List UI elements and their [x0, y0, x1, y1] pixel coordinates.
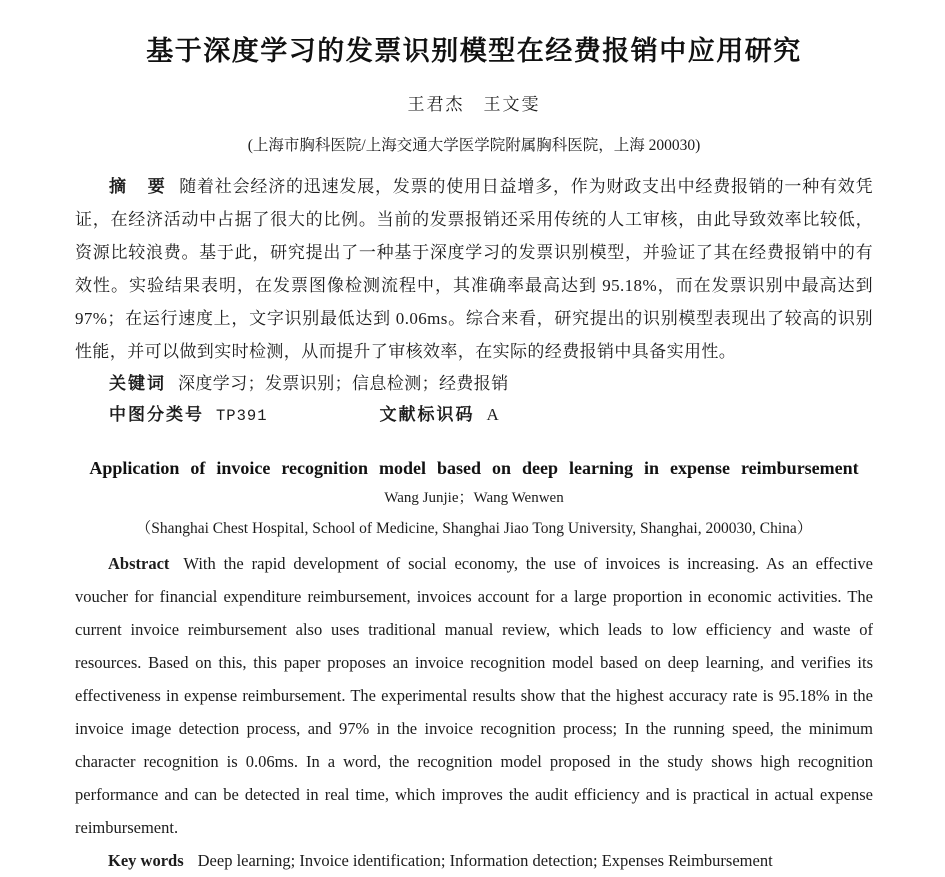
- keywords-cn: [75, 368, 873, 399]
- keywords-text-cn: 深度学习；发票识别；信息检测；经费报销: [178, 374, 509, 393]
- abstract-text-cn: 随着社会经济的迅速发展，发票的使用日益增多，作为财政支出中经费报销的一种有效凭证，在经济活动中占据了很大的比例。当前的发票报销还采用传统的人工审核，由此导致效率比较低，资源比较浪费。基于此，研究提出了一种基于深度学习的发票识别模型，并验证了其在经费报销中的有效性。实验结果表明，在发票图像检测流程中，其准确率最高达到 95.18%，而在发票识别中最高达到 97%；在运行速度上，文字识别最低达到 0.06ms。综合来看，研究提出的识别模型表现出了较高的识别性能，并可以做到实时检测，从而提升了审核效率，在实际的经费报销中具备实用性。: [75, 177, 873, 361]
- abstract-label-en: Abstract: [108, 554, 170, 573]
- keywords-label-cn: 关键词: [109, 374, 166, 393]
- clc-label: 中图分类号: [109, 405, 204, 424]
- keywords-label-en: Key words: [108, 851, 184, 870]
- keywords-en: [75, 844, 873, 877]
- clc-value: TP391: [216, 407, 268, 425]
- keywords-text-en: Deep learning; Invoice identification; Information detection; Expenses Reimbursement: [197, 851, 773, 870]
- doc-code-value: A: [486, 405, 499, 424]
- authors-cn: 王君杰 王文雯: [407, 95, 541, 114]
- paper-title-cn: 基于深度学习的发票识别模型在经费报销中应用研究: [146, 36, 802, 66]
- affiliation-cn: (上海市胸科医院/上海交通大学医学院附属胸科医院，上海 200030): [247, 137, 701, 154]
- abstract-label-cn: 摘 要: [109, 177, 168, 196]
- abstract-cn: [75, 170, 873, 368]
- authors-en: Wang Junjie；Wang Wenwen: [384, 490, 564, 506]
- affiliation-en: （Shanghai Chest Hospital, School of Medicine, Shanghai Jiao Tong University, Shanghai, 200030, China）: [135, 520, 813, 537]
- abstract-text-en: With the rapid development of social economy, the use of invoices is increasing. As an effective voucher for financial expenditure reimbursement, invoices account for a large proportion in economic activities. The current invoice reimbursement also uses traditional manual review, which leads to low efficiency and waste of resources. Based on this, this paper proposes an invoice recognition model based on deep learning, and verifies its effectiveness in expense reimbursement. The experimental results show that the highest accuracy rate is 95.18% in the invoice image detection process, and 97% in the invoice recognition process; In the running speed, the minimum character recognition is 0.06ms. In a word, the recognition model proposed in the study shows high recognition performance and can be detected in real time, which improves the audit efficiency and is practical in actual expense reimbursement.: [75, 554, 873, 837]
- doc-code-label: 文献标识码: [379, 405, 475, 424]
- abstract-en: [75, 547, 873, 844]
- paper-title-en: Application of invoice recognition model based on deep learning in expense reimbursement: [89, 458, 859, 478]
- classification-line: [75, 399, 873, 432]
